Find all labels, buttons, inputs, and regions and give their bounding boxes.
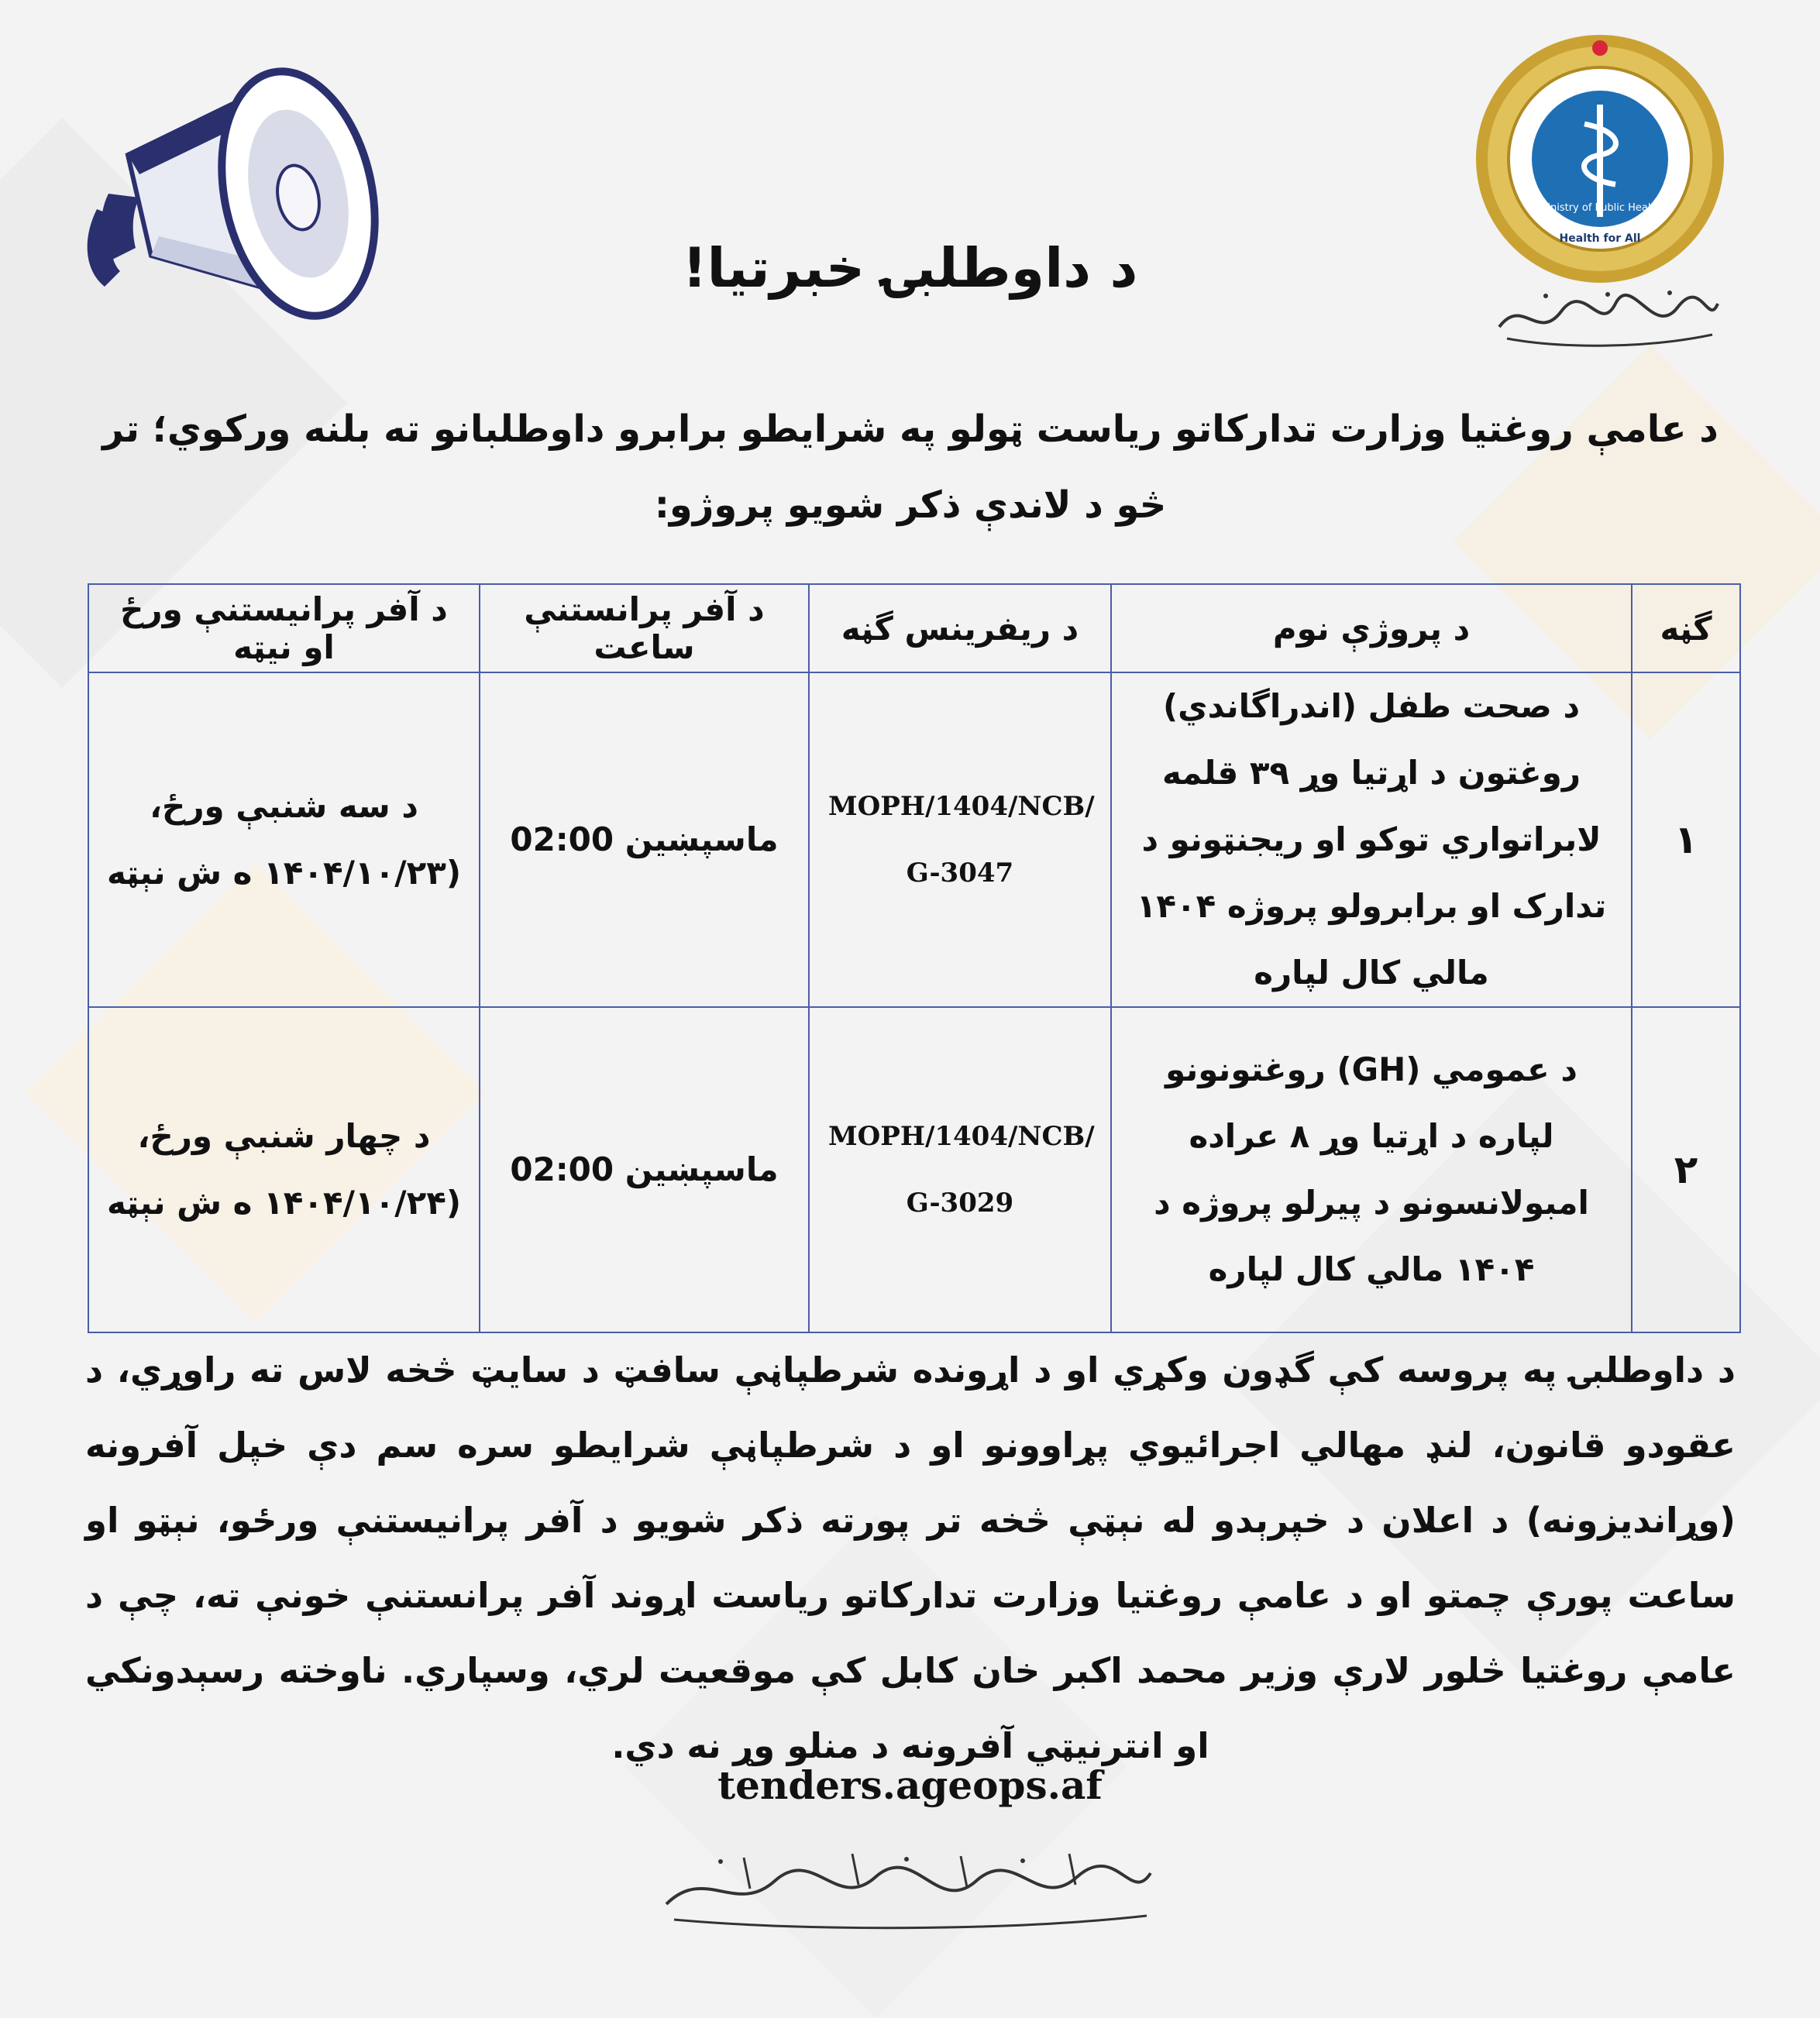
page-title: د داوطلبۍ خبرتیا!: [682, 236, 1138, 300]
instructions-paragraph: د داوطلبۍ په پروسه کې گډون وکړي او د اړونده شرطپاڼې سافټ د سایټ څخه لاس ته راوړي، د عقودو قانون، لنډ مهالي اجرائیوي پړاوونو او د شرطپاڼې شرایطو سره سم دې خپل آفرونه (وړاندیزونه) د اعلان د خپرېدو له نېټې څخه تر پورته ذکر شویو د آفر پرانیستنې ورځو، نېټو او ساعت پورې چمتو او د عامې روغتیا وزارت تدارکاتو ریاست اړوند آفر پرانستنې خونې ته، چې د عامې روغتیا څلور لارې وزیر محمد اکبر خان کابل کې موقعیت لري، وسپاري. ناوخته رسېدونکي او انترنیټي آفرونه د منلو وړ نه دي.: [85, 1349, 1736, 1766]
header-reference: د ریفرینس گڼه: [809, 584, 1111, 672]
directorate-calligraphy-signature: [651, 1842, 1162, 1935]
website-link[interactable]: tenders.ageops.af: [717, 1762, 1103, 1808]
project-name: د عمومي (GH) روغتونونو لپاره د اړتیا وړ ۸ عراده امبولانسونو د پیرلو پروژه د ۱۴۰۴ مالي کال لپاره: [1111, 1007, 1632, 1332]
svg-text:Ministry of Public Health: Ministry of Public Health: [1539, 202, 1661, 214]
table-row: [88, 1007, 1740, 1332]
opening-date: (۱۴۰۴/۱۰/۲۴ ه ش نېټه: [106, 1184, 462, 1222]
project-name: د صحت طفل (اندراگاندي) روغتون د اړتیا وړ ۳۹ قلمه لابراتواري توکو او ریجنټونو د تدارک او برابرولو پروژه ۱۴۰۴ مالي کال لپاره: [1111, 672, 1632, 1007]
header-number: گڼه: [1632, 584, 1740, 672]
table-row: [88, 672, 1740, 1007]
megaphone-icon: [66, 39, 422, 364]
header-project-name: د پروژې نوم: [1111, 584, 1632, 672]
intro-paragraph: د عامې روغتیا وزارت تدارکاتو ریاست ټولو په شرایطو برابرو داوطلبانو ته بلنه ورکوي؛ تر څو د لاندې ذکر شویو پروژو:: [102, 407, 1719, 527]
table-header-row: [88, 584, 1740, 672]
header-opening-time: د آفر پرانستنې ساعت: [480, 584, 809, 672]
opening-date-cell: [88, 1007, 480, 1332]
opening-date-cell: [88, 672, 480, 1007]
tender-table: [88, 583, 1741, 1333]
row-number: ۲: [1632, 1007, 1740, 1332]
row-number: ۱: [1632, 672, 1740, 1007]
opening-date: (۱۴۰۴/۱۰/۲۳ ه ش نېټه: [106, 854, 462, 892]
svg-text:Health for All: Health for All: [1559, 232, 1641, 245]
opening-time: ماسپښین 02:00: [480, 1007, 809, 1332]
opening-day: د چهار شنبې ورځ،: [137, 1117, 431, 1155]
opening-day: د سه شنبې ورځ،: [150, 787, 418, 825]
reference-number: MOPH/1404/NCB/ G-3029: [809, 1007, 1111, 1332]
reference-number: MOPH/1404/NCB/ G-3047: [809, 672, 1111, 1007]
header-opening-date: د آفر پرانیستنې ورځ او نیټه: [88, 584, 480, 672]
opening-time: ماسپښین 02:00: [480, 672, 809, 1007]
